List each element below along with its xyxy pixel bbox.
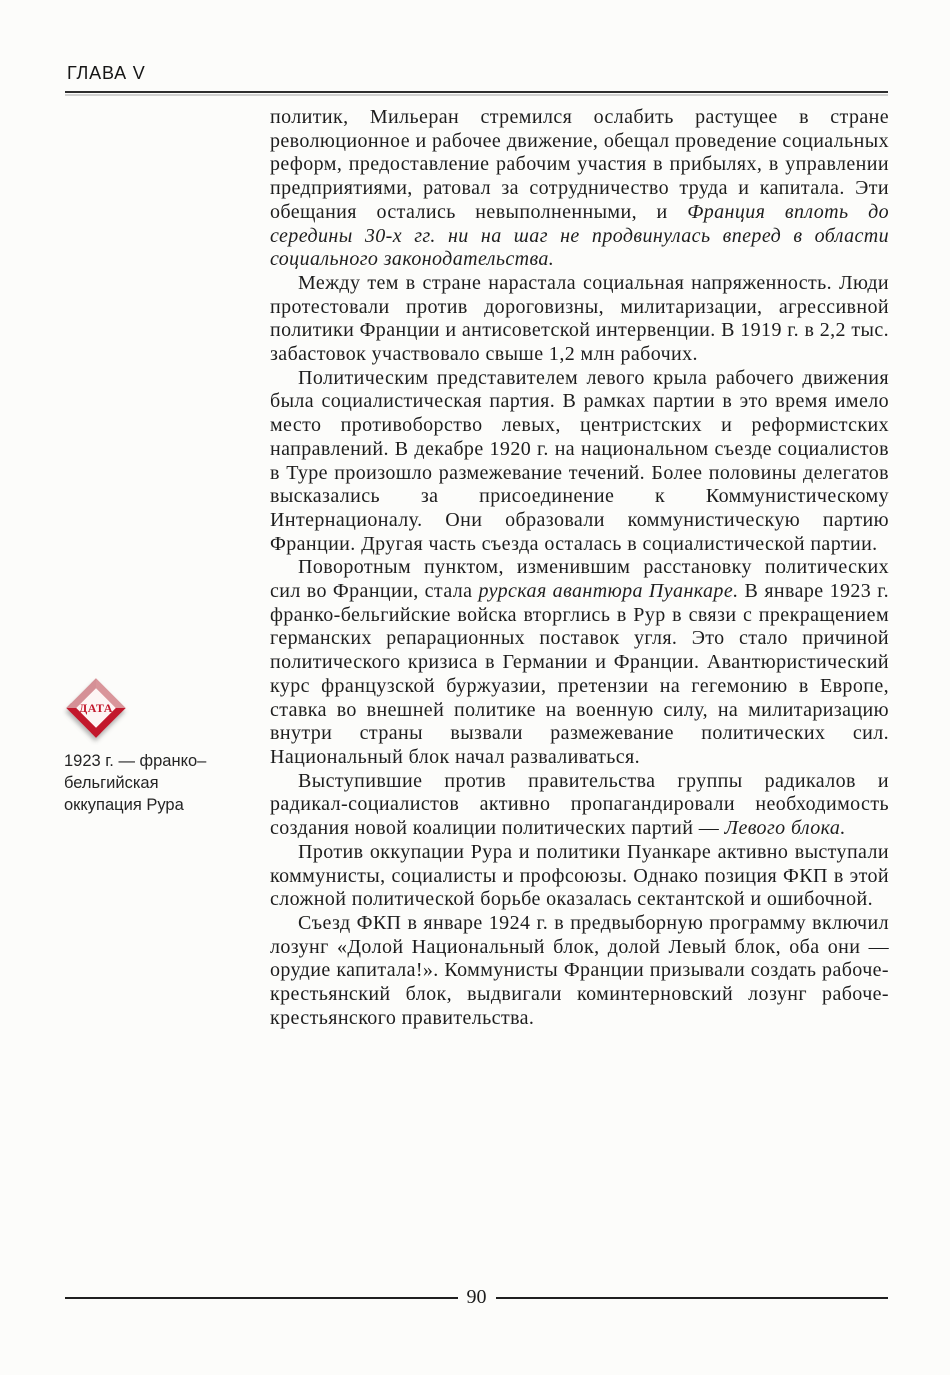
body-text-column [270,106,889,1030]
page-number: 90 [466,1286,487,1308]
text-segment: рурская авантюра Пуанкаре. [478,580,739,603]
date-badge-label: ДАТА [79,700,113,715]
margin-note-line: 1923 г. — франко– [64,752,207,770]
text-segment: Политическим представителем левого крыла рабочего движения была социалистическая партия. В рамках партии в это время имело место противоборство левых, центристских и реформистских направлений. В декабре 1920 г. на национальном съезде социалистов в Туре произошло размежевание течений. Более половины делегатов высказались за присоединение к Коммунистическому Интернационалу. Они образовали коммунистическую партию Франции. Другая часть съезда осталась в социалистической партии. [270,366,889,555]
paragraph [270,272,889,367]
text-segment: Франция вплоть до середины 30-х гг. ни на шаг не продвинулась вперед в области социального законодательства. [270,200,889,271]
margin-note-text [64,750,259,816]
text-segment: Поворотным пунктом, изменившим расстановку политических сил во Франции, стала [270,556,889,603]
text-segment: политик, Мильеран стремился ослабить растущее в стране революционное и рабочее движение, обещал проведение социальных реформ, предоставление рабочим участия в прибылях, в управлении предприятиями, ратовал за сотрудничество труда и капитала. Эти обещания остались невыполненными, и [270,106,889,223]
paragraph [270,367,889,557]
text-segment: Выступившие против правительства группы радикалов и радикал-социалистов активно пропагандировали необходимость создания новой коалиции политических партий — [270,769,889,840]
footer-rule-right [496,1297,889,1299]
page-footer [65,1286,888,1309]
text-segment: Левого блока. [724,817,846,840]
text-segment: Съезд ФКП в январе 1924 г. в предвыборную программу включил лозунг «Долой Национальный блок, долой Левый блок, оба они — орудие капитала!». Коммунисты Франции призывали создать рабоче-крестьянский блок, выдвигали коминтерновский лозунг рабоче-крестьянского правительства. [270,911,889,1029]
margin-note [64,676,259,816]
paragraph [270,106,889,272]
paragraph [270,912,889,1031]
header-rule [65,91,888,93]
margin-note-line: бельгийская [64,774,159,792]
date-badge-icon [64,676,128,740]
paragraph [270,556,889,769]
footer-rule-left [65,1297,458,1299]
paragraph [270,841,889,912]
text-segment: Против оккупации Рура и политики Пуанкаре активно выступали коммунисты, социалисты и профсоюзы. Однако позиция ФКП в этой сложной политической борьбе оказалась сектантской и ошибочной. [270,840,889,911]
margin-note-line: оккупация Рура [64,796,184,814]
text-segment: В январе 1923 г. франко-бельгийские войска вторглись в Рур в связи с прекращением германских репарационных поставок угля. Это стало причиной политического кризиса в Германии и Франции. Авантюристический курс французской буржуазии, претензии на гегемонию в Европе, ставка во внешней политике на военную силу, на милитаризацию внутри страны вызвали размежевание политических сил. Национальный блок начал разваливаться. [270,580,889,768]
chapter-header: ГЛАВА V [67,63,146,83]
text-segment: Между тем в стране нарастала социальная напряженность. Люди протестовали против дороговизны, милитаризации, агрессивной политики Франции и антисоветской интервенции. В 1919 г. в 2,2 тыс. забастовок участвовало свыше 1,2 млн рабочих. [270,271,889,366]
paragraph [270,770,889,841]
